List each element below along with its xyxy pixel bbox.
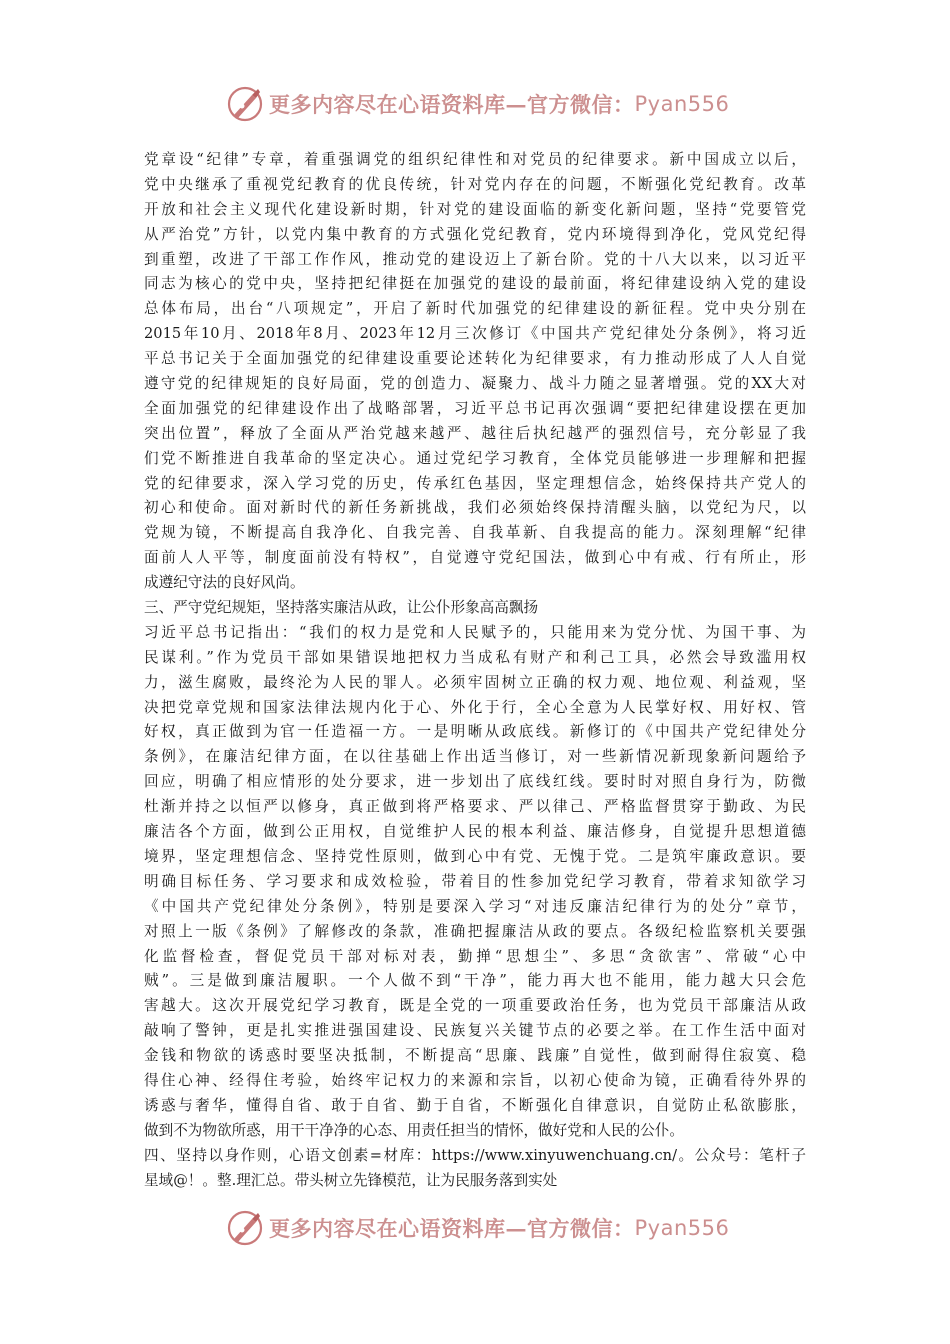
text-line: 明确目标任务、学习要求和成效检验，带着目的性参加党纪学习教育，带着求知欲学习 — [144, 872, 806, 890]
text-line: 民谋利。”作为党员干部如果错误地把权力当成私有财产和利己工具，必然会导致滥用权 — [144, 648, 806, 666]
text-line: 条例》，在廉洁纪律方面，在以往基础上作出适当修订，对一些新情况新现象新问题给予 — [144, 748, 806, 766]
text-line: 初心和使命。面对新时代的新任务新挑战，我们必须始终保持清醒头脑，以党纪为尺，以 — [144, 499, 806, 517]
text-line: 党中央继承了重视党纪教育的优良传统，针对党内存在的问题，不断强化党纪教育。改革 — [144, 175, 806, 193]
text-line: 同志为核心的党中央，坚持把纪律挺在加强党的建设的最前面，将纪律建设纳入党的建设 — [144, 275, 806, 293]
banner-text: 更多内容尽在心语资料库—官方微信： — [269, 1216, 635, 1241]
text-line: 决把党章党规和国家法律法规内化于心、外化于行，全心全意为人民掌好权、用好权、管 — [144, 698, 806, 716]
text-line: 境界，坚定理想信念、坚持党性原则，做到心中有党、无愧于党。二是筑牢廉政意识。要 — [144, 847, 806, 865]
text-line: 成遵纪守法的良好风尚。 — [144, 574, 305, 592]
text-line: 害越大。这次开展党纪学习教育，既是全党的一项重要政治任务，也为党员干部廉洁从政 — [144, 997, 806, 1015]
text-line: 开放和社会主义现代化建设新时期，针对党的建设面临的新变化新问题，坚持“党要管党 — [144, 200, 806, 218]
text-line: 杜渐并持之以恒严以修身，真正做到将严格要求、严以律己、严格监督贯穿于勤政、为民 — [144, 798, 806, 816]
document-body — [144, 148, 806, 1193]
text-line: 党规为镜，不断提高自我净化、自我完善、自我革新、自我提高的能力。深刻理解“纪律 — [144, 524, 806, 542]
text-line: 总体布局，出台“八项规定”，开启了新时代加强党的纪律建设的新征程。党中央分别在 — [144, 300, 806, 318]
text-line: 化监督检查，督促党员干部对标对表，勤掸“思想尘”、多思“贪欲害”、常破“心中 — [144, 947, 806, 965]
pen-logo-icon — [225, 1208, 265, 1248]
text-line: 面前人人平等，制度面前没有特权”，自觉遵守党纪国法，做到心中有戒、行有所止，形 — [144, 549, 806, 567]
text-line: 四、坚持以身作则，心语文创素=材库：https://www.xinyuwenchuang.cn/。公众号：笔杆子 — [144, 1146, 806, 1164]
text-line: 们党不断推进自我革命的坚定决心。通过党纪学习教育，全体党员能够进一步理解和把握 — [144, 449, 806, 467]
text-line: 诱惑与奢华，懂得自省、敢于自省、勤于自省，不断强化自律意识，自觉防止私欲膨胀， — [144, 1096, 806, 1114]
pen-logo-icon — [225, 84, 265, 124]
text-line: 遵守党的纪律规矩的良好局面，党的创造力、凝聚力、战斗力随之显著增强。党的XX大对 — [144, 375, 806, 393]
text-line: 回应，明确了相应情形的处分要求，进一步划出了底线红线。要时时对照自身行为，防微 — [144, 773, 806, 791]
header-banner — [225, 82, 729, 126]
banner-wechat-id: Pyan556 — [634, 92, 730, 116]
text-line: 习近平总书记指出：“我们的权力是党和人民赋予的，只能用来为党分忧、为国干事、为 — [144, 623, 806, 641]
text-line: 到重塑，改进了干部工作作风，推动党的建设迈上了新台阶。党的十八大以来，以习近平 — [144, 250, 806, 268]
footer-banner — [225, 1206, 729, 1250]
text-line: 得住心神、经得住考验，始终牢记权力的来源和宗旨，以初心使命为镜，正确看待外界的 — [144, 1071, 806, 1089]
text-line: 星域@！。整.理汇总。带头树立先锋模范，让为民服务落到实处 — [144, 1171, 558, 1189]
text-line: 《中国共产党纪律处分条例》，特别是要深入学习“对违反廉洁纪律行为的处分”章节， — [144, 897, 806, 915]
banner-text: 更多内容尽在心语资料库—官方微信： — [269, 92, 635, 117]
text-line: 好权，真正做到为官一任造福一方。一是明晰从政底线。新修订的《中国共产党纪律处分 — [144, 723, 806, 741]
text-line: 突出位置”，释放了全面从严治党越来越严、越往后执纪越严的强烈信号，充分彰显了我 — [144, 424, 806, 442]
text-line: 贼”。三是做到廉洁履职。一个人做不到“干净”，能力再大也不能用，能力越大只会危 — [144, 972, 806, 990]
text-line: 金钱和物欲的诱惑时要坚决抵制，不断提高“思廉、践廉”自觉性，做到耐得住寂寞、稳 — [144, 1047, 806, 1065]
text-line: 从严治党”方针，以党内集中教育的方式强化党纪教育，党内环境得到净化，党风党纪得 — [144, 225, 806, 243]
text-line: 对照上一版《条例》了解修改的条款，准确把握廉洁从政的要点。各级纪检监察机关要强 — [144, 922, 806, 940]
text-line: 平总书记关于全面加强党的纪律建设重要论述转化为纪律要求，有力推动形成了人人自觉 — [144, 350, 806, 368]
text-line: 全面加强党的纪律建设作出了战略部署，习近平总书记再次强调“要把纪律建设摆在更加 — [144, 399, 806, 417]
text-line: 敲响了警钟，更是扎实推进强国建设、民族复兴关键节点的必要之举。在工作生活中面对 — [144, 1022, 806, 1040]
text-line: 做到不为物欲所惑，用干干净净的心态、用责任担当的情怀，做好党和人民的公仆。 — [144, 1121, 684, 1139]
text-line: 2015年10月、2018年8月、2023年12月三次修订《中国共产党纪律处分条例》，将习近 — [144, 325, 806, 343]
text-line: 党的纪律要求，深入学习党的历史，传承红色基因，坚定理想信念，始终保持共产党人的 — [144, 474, 806, 492]
text-line: 廉洁各个方面，做到公正用权，自觉维护人民的根本利益、廉洁修身，自觉提升思想道德 — [144, 823, 806, 841]
text-line: 党章设“纪律”专章，着重强调党的组织纪律性和对党员的纪律要求。新中国成立以后， — [144, 151, 806, 168]
text-line: 力，滋生腐败，最终沦为人民的罪人。必须牢固树立正确的权力观、地位观、利益观，坚 — [144, 673, 806, 691]
text-line: 三、严守党纪规矩，坚持落实廉洁从政，让公仆形象高高飘扬 — [144, 599, 539, 617]
banner-wechat-id: Pyan556 — [634, 1216, 730, 1240]
